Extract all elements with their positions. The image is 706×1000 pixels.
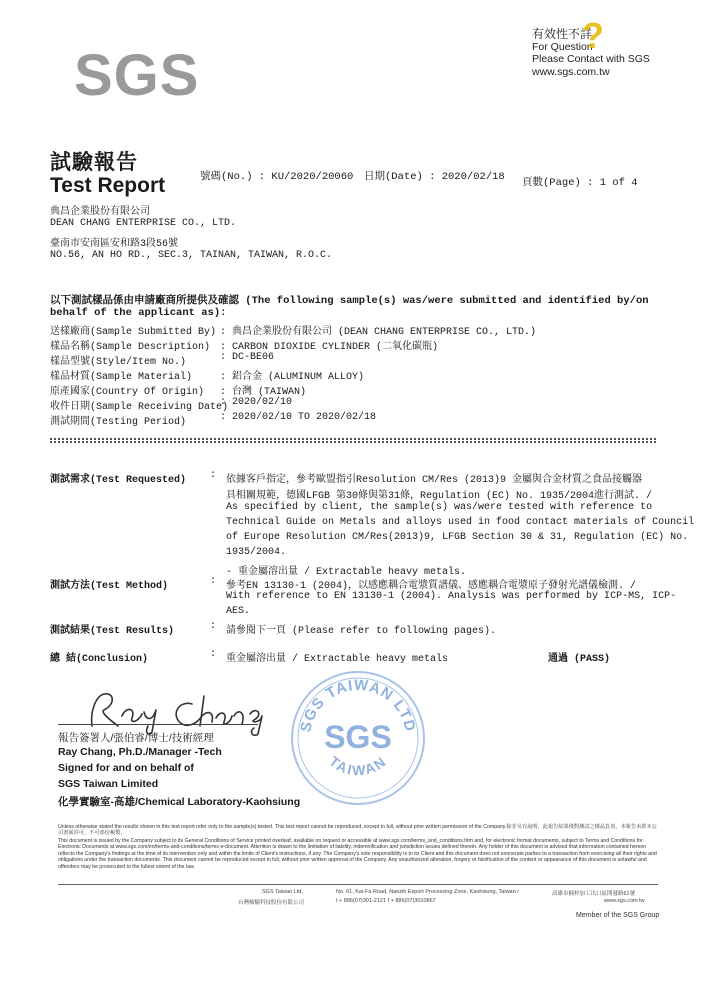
footer-phone: t + 886(07)301-2121 f + 886(07)3010867 bbox=[336, 898, 436, 904]
signer-line-3: Signed for and on behalf of bbox=[58, 762, 194, 774]
results-label: 測試結果(Test Results) bbox=[50, 626, 175, 637]
title-chinese: 試驗報告 bbox=[50, 150, 138, 174]
seal-bottom-text: TAIWAN bbox=[326, 752, 390, 779]
signer-line-5: 化學實驗室-高雄/Chemical Laboratory-Kaohsiung bbox=[58, 796, 301, 808]
intro-line-1: 以下測試樣品係由申請廠商所提供及確認 (The following sample(s) was/were submitted and identified by/on bbox=[50, 295, 649, 307]
intro-line-2: behalf of the applicant as): bbox=[50, 307, 227, 319]
footer-disclaimer-1: Unless otherwise stated the results shown in this test report refer only to the sample(s) tested. This test report cannot be reproduced, except in full, without prior written permission of the Company.除非另有說明，此報告結果僅對測試之樣品負責，本報告未經本公司書面許可，不可部份複製。 bbox=[58, 824, 657, 837]
company-seal bbox=[288, 668, 428, 813]
signer-line-2: Ray Chang, Ph.D./Manager -Tech bbox=[58, 746, 222, 758]
conclusion-colon: : bbox=[210, 649, 217, 660]
requested-line: 1935/2004. bbox=[226, 547, 287, 558]
sample-row-value: : 台灣 (TAIWAN) bbox=[220, 387, 307, 398]
sample-row-value: : DC-BE06 bbox=[220, 352, 275, 363]
separator-line bbox=[50, 441, 656, 443]
sample-row-label: 收件日期(Sample Receiving Date) bbox=[50, 402, 229, 413]
sample-row-value: : CARBON DIOXIDE CYLINDER (二氧化碳瓶) bbox=[220, 342, 439, 353]
method-label: 測試方法(Test Method) bbox=[50, 581, 169, 592]
results-value: 請參閱下一頁 (Please refer to following pages). bbox=[226, 626, 497, 637]
report-date: 日期(Date) : 2020/02/18 bbox=[364, 171, 505, 183]
sample-row-label: 樣品材質(Sample Material) bbox=[50, 372, 193, 383]
sample-row-value: : 典昌企業股份有限公司 (DEAN CHANG ENTERPRISE CO., LTD.) bbox=[220, 327, 537, 338]
client-address-en: NO.56, AN HO RD., SEC.3, TAINAN, TAIWAN, R.O.C. bbox=[50, 250, 333, 261]
question-mark-icon: ? bbox=[582, 15, 604, 56]
sgs-logo: SGS bbox=[74, 43, 200, 108]
footer-address-cn: 高雄市楠梓加工出口區開發路61號 bbox=[552, 891, 636, 897]
sample-row-label: 樣品名稱(Sample Description) bbox=[50, 342, 211, 353]
signature-line bbox=[58, 724, 258, 725]
title-english: Test Report bbox=[50, 174, 166, 197]
footer-disclaimer-2: This document is issued by the Company subject to its General Conditions of Service printed overleaf, available on request or accessible at www.sgs.com/terms_and_conditions.htm and, for electronic format documents, subject to Terms and Conditions for Electronic Documents at www.sgs.com/en/terms-and-conditions/terms-e-document. Attention is drawn to the limitation of liability, indemnification and jurisdiction issues defined therein. Any holder of this document is advised that information contained hereon reflects the Company's findings at the time of its intervention only and within the limits of Client's instructions, if any. The Company's sole responsibility is to its Client and this document does not exonerate parties to a transaction from exercising all their rights and obligations under the transaction documents. This document cannot be reproduced except in full, without prior written approval of the Company. Any unauthorized alteration, forgery or falsification of the content or appearance of this document is unlawful and offenders may be prosecuted to the fullest extent of the law. bbox=[58, 838, 657, 870]
separator-line bbox=[50, 438, 656, 440]
sample-row-label: 樣品型號(Style/Item No.) bbox=[50, 357, 187, 368]
requested-line: Technical Guide on Metals and alloys used in food contact materials of Council bbox=[226, 517, 695, 528]
results-colon: : bbox=[210, 621, 217, 632]
signer-line-4: SGS Taiwan Limited bbox=[58, 778, 159, 790]
sample-row-label: 原產國家(Country Of Origin) bbox=[50, 387, 205, 398]
sample-row-label: 測試期間(Testing Period) bbox=[50, 417, 187, 428]
validity-note bbox=[532, 15, 650, 78]
conclusion-item: 重金屬溶出量 / Extractable heavy metals bbox=[226, 654, 449, 665]
method-line: AES. bbox=[226, 606, 251, 617]
method-line: 參考EN 13130-1 (2004)，以感應耦合電漿質譜儀、感應耦合電漿原子發射光譜儀檢測. / bbox=[226, 581, 637, 592]
validity-line-1: 有效性不詳 bbox=[532, 27, 593, 41]
requested-line: of Europe Resolution CM/Res(2013)9, LFGB Section 30 & 31, Regulation (EC) No. bbox=[226, 532, 689, 543]
client-address-cn: 臺南市安南區安和路3段56號 bbox=[50, 239, 179, 250]
footer-rule bbox=[58, 884, 658, 885]
report-page: 頁數(Page) : 1 of 4 bbox=[522, 177, 638, 189]
requested-line: 依據客戶指定，參考歐盟指引Resolution CM/Res (2013)9 金屬與合金材質之食品接觸器 bbox=[226, 475, 643, 486]
seal-center-text: SGS bbox=[324, 719, 392, 755]
client-name-en: DEAN CHANG ENTERPRISE CO., LTD. bbox=[50, 218, 237, 229]
sample-row-value: : 鋁合金 (ALUMINUM ALLOY) bbox=[220, 372, 365, 383]
requested-line: - 重金屬溶出量 / Extractable heavy metals. bbox=[226, 567, 467, 578]
requested-colon: : bbox=[210, 470, 217, 481]
footer-company-en: SGS Taiwan Ltd. bbox=[262, 889, 303, 895]
method-line: With reference to EN 13130-1 (2004). Analysis was performed by ICP-MS, ICP- bbox=[226, 591, 677, 602]
validity-line-4: www.sgs.com.tw bbox=[532, 65, 610, 78]
conclusion-verdict: 通過 (PASS) bbox=[548, 654, 611, 665]
seal-top-text: SGS TAIWAN LTD bbox=[297, 676, 419, 734]
footer-company-cn: 台灣檢驗科技股份有限公司 bbox=[238, 900, 305, 906]
validity-line-2: For Question bbox=[532, 40, 593, 53]
svg-text:TAIWAN bbox=[326, 753, 390, 779]
client-name-cn: 典昌企業股份有限公司 bbox=[50, 207, 150, 218]
footer-member: Member of the SGS Group bbox=[576, 912, 660, 919]
validity-line-3: Please Contact with SGS bbox=[532, 53, 650, 65]
footer-website: www.sgs.com.tw bbox=[604, 898, 645, 904]
method-colon: : bbox=[210, 576, 217, 587]
requested-line: As specified by client, the sample(s) was/were tested with reference to bbox=[226, 502, 653, 513]
sample-row-label: 送樣廠商(Sample Submitted By) bbox=[50, 327, 217, 338]
footer-address: No. 61, Kai-Fa Road, Nanzih Export Processing Zone, Kaohsiung, Taiwan / bbox=[336, 889, 519, 895]
signer-line-1: 報告簽署人/張伯睿/博士/技術經理 bbox=[58, 732, 214, 744]
sample-row-value: : 2020/02/10 bbox=[220, 397, 293, 408]
sample-row-value: : 2020/02/10 TO 2020/02/18 bbox=[220, 412, 377, 423]
conclusion-label: 總 結(Conclusion) bbox=[50, 654, 149, 665]
report-number: 號碼(No.) : KU/2020/20060 bbox=[200, 171, 354, 183]
requested-line: 具相關規範，德國LFGB 第30條與第31條，Regulation (EC) No. 1935/2004進行測試. / bbox=[226, 491, 653, 502]
requested-label: 測試需求(Test Requested) bbox=[50, 475, 187, 486]
